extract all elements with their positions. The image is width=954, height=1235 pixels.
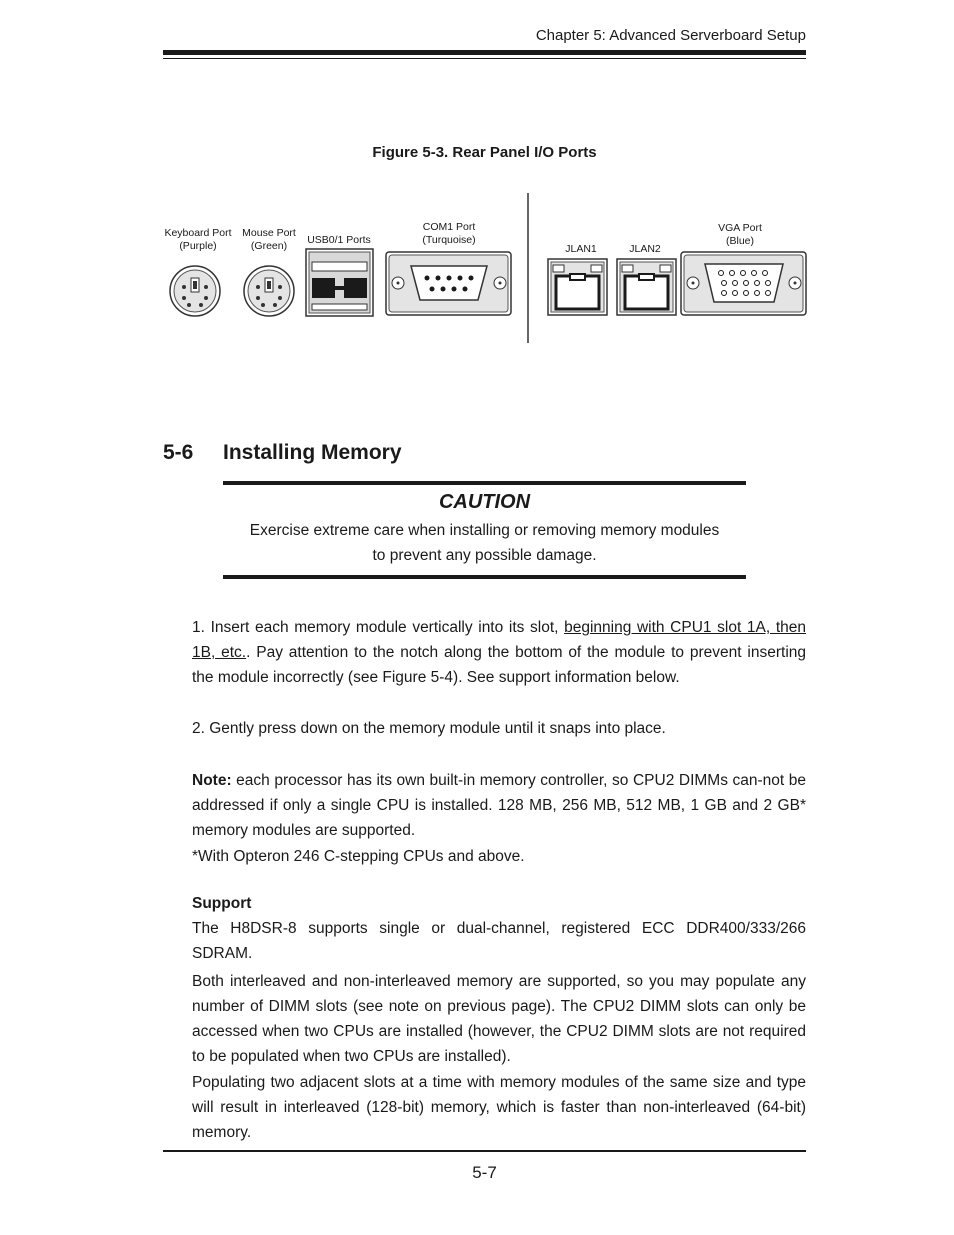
vga-port-icon (681, 252, 806, 315)
keyboard-port-icon (170, 266, 220, 316)
section-heading (163, 441, 402, 465)
step-1 (192, 615, 806, 690)
usb-ports-label: USB0/1 Ports (307, 234, 371, 246)
jlan1-label: JLAN1 (565, 243, 597, 255)
chapter-title: Chapter 5: Advanced Serverboard Setup (535, 27, 806, 44)
figure-caption: Figure 5-3. Rear Panel I/O Ports (372, 144, 597, 161)
step-1-prefix: 1. Insert each memory module vertically into its slot, (192, 619, 565, 636)
footer-rule (163, 1150, 806, 1152)
rear-panel-diagram (0, 0, 954, 360)
caution-text (223, 518, 746, 568)
vga-port-label-line1: VGA Port (718, 222, 762, 234)
caution-bottom-rule (223, 575, 746, 579)
com1-port-icon (386, 252, 511, 315)
support-heading: Support (192, 895, 252, 912)
mouse-port-label-line1: Mouse Port (242, 227, 296, 239)
mouse-port-label-line2: (Green) (250, 240, 288, 252)
vga-port-label-line2: (Blue) (725, 235, 754, 247)
jlan2-port-icon (617, 259, 676, 315)
section-number: 5-6 (163, 441, 194, 464)
note-text: each processor has its own built-in memory controller, so CPU2 DIMMs can-not be addressed if only a single CPU is installed. 128 MB, 256 MB, 512 MB, 1 GB and 2 GB* memory modules are supported. (192, 772, 806, 839)
section-title: Installing Memory (223, 441, 402, 464)
mouse-port-icon (244, 266, 294, 316)
caution-line-1: Exercise extreme care when installing or removing memory modules (249, 522, 720, 539)
page-number: 5-7 (472, 1163, 497, 1182)
step-2: 2. Gently press down on the memory module until it snaps into place. (192, 720, 666, 737)
support-para-1: The H8DSR-8 supports single or dual-channel, registered ECC DDR400/333/266 SDRAM. (192, 920, 806, 962)
keyboard-port-label-line2: (Purple) (179, 240, 217, 252)
support-para-3: Populating two adjacent slots at a time with memory modules of the same size and type will result in interleaved (128-bit) memory, which is faster than non-interleaved (64-bit) memory. (192, 1074, 806, 1141)
keyboard-port-label-line1: Keyboard Port (164, 227, 232, 239)
jlan1-port-icon (548, 259, 607, 315)
usb-ports-icon (306, 249, 373, 316)
note-paragraph (192, 768, 806, 843)
caution-top-rule (223, 481, 746, 485)
note-footnote: *With Opteron 246 C-stepping CPUs and above. (192, 848, 525, 865)
note-label: Note: (192, 772, 232, 789)
com1-port-label-line2: (Turquoise) (422, 234, 476, 246)
com1-port-label-line1: COM1 Port (422, 221, 476, 233)
step-1-underlined: beginning with CPU1 slot 1A, then 1B, etc. (192, 619, 806, 661)
support-para-2: Both interleaved and non-interleaved memory are supported, so you may populate any number of DIMM slots (see note on previous page). The CPU2 DIMM slots can only be accessed when two CPUs are installed (however, the CPU2 DIMM slots are not required to be populated when two CPUs are installed). (192, 973, 806, 1065)
caution-line-2: to prevent any possible damage. (372, 547, 597, 564)
jlan2-label: JLAN2 (629, 243, 661, 255)
step-1-suffix: . Pay attention to the notch along the bottom of the module to prevent inserting the module incorrectly (see Figure 5-4). See support information below. (192, 644, 807, 686)
caution-title: CAUTION (438, 491, 531, 513)
